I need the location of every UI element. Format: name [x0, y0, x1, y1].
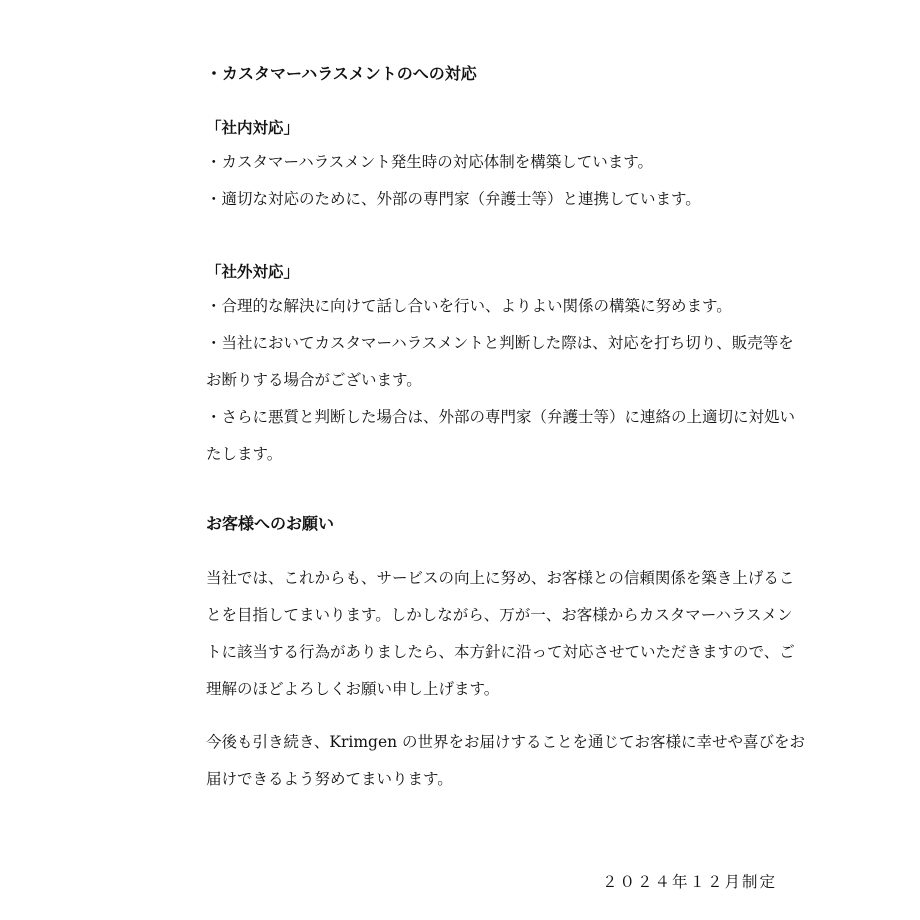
request-paragraph-line: 理解のほどよろしくお願い申し上げます。 [206, 680, 500, 698]
external-line: ・合理的な解決に向けて話し合いを行い、よりよい関係の構築に努めます。 [206, 297, 732, 315]
external-line: ・当社においてカスタマーハラスメントと判断した際は、対応を打ち切り、販売等を [206, 334, 794, 352]
internal-response-title: 「社内対応」 [206, 118, 300, 137]
external-line: たします。 [206, 445, 283, 463]
established-date: ２０２４年１２月制定 [602, 873, 778, 891]
closing-paragraph-line: 届けできるよう努めてまいります。 [206, 770, 453, 788]
internal-item: ・カスタマーハラスメント発生時の対応体制を構築しています。 [206, 153, 654, 171]
external-line: お断りする場合がございます。 [206, 371, 422, 389]
request-paragraph-line: トに該当する行為がありましたら、本方針に沿って対応させていただきますので、ご [206, 643, 795, 661]
external-line: ・さらに悪質と判断した場合は、外部の専門家（弁護士等）に連絡の上適切に対処い [206, 408, 796, 426]
request-paragraph-line: とを目指してまいります。しかしながら、万が一、お客様からカスタマーハラスメン [206, 606, 793, 624]
external-response-title: 「社外対応」 [206, 262, 300, 281]
request-heading: お客様へのお願い [206, 514, 335, 533]
section-heading: ・カスタマーハラスメントのへの対応 [206, 64, 477, 83]
closing-paragraph-line: 今後も引き続き、Krimgen の世界をお届けすることを通じてお客様に幸せや喜びをお [206, 733, 806, 751]
request-paragraph-line: 当社では、これからも、サービスの向上に努め、お客様との信頼関係を築き上げるこ [206, 569, 795, 587]
internal-item: ・適切な対応のために、外部の専門家（弁護士等）と連携しています。 [206, 190, 701, 208]
